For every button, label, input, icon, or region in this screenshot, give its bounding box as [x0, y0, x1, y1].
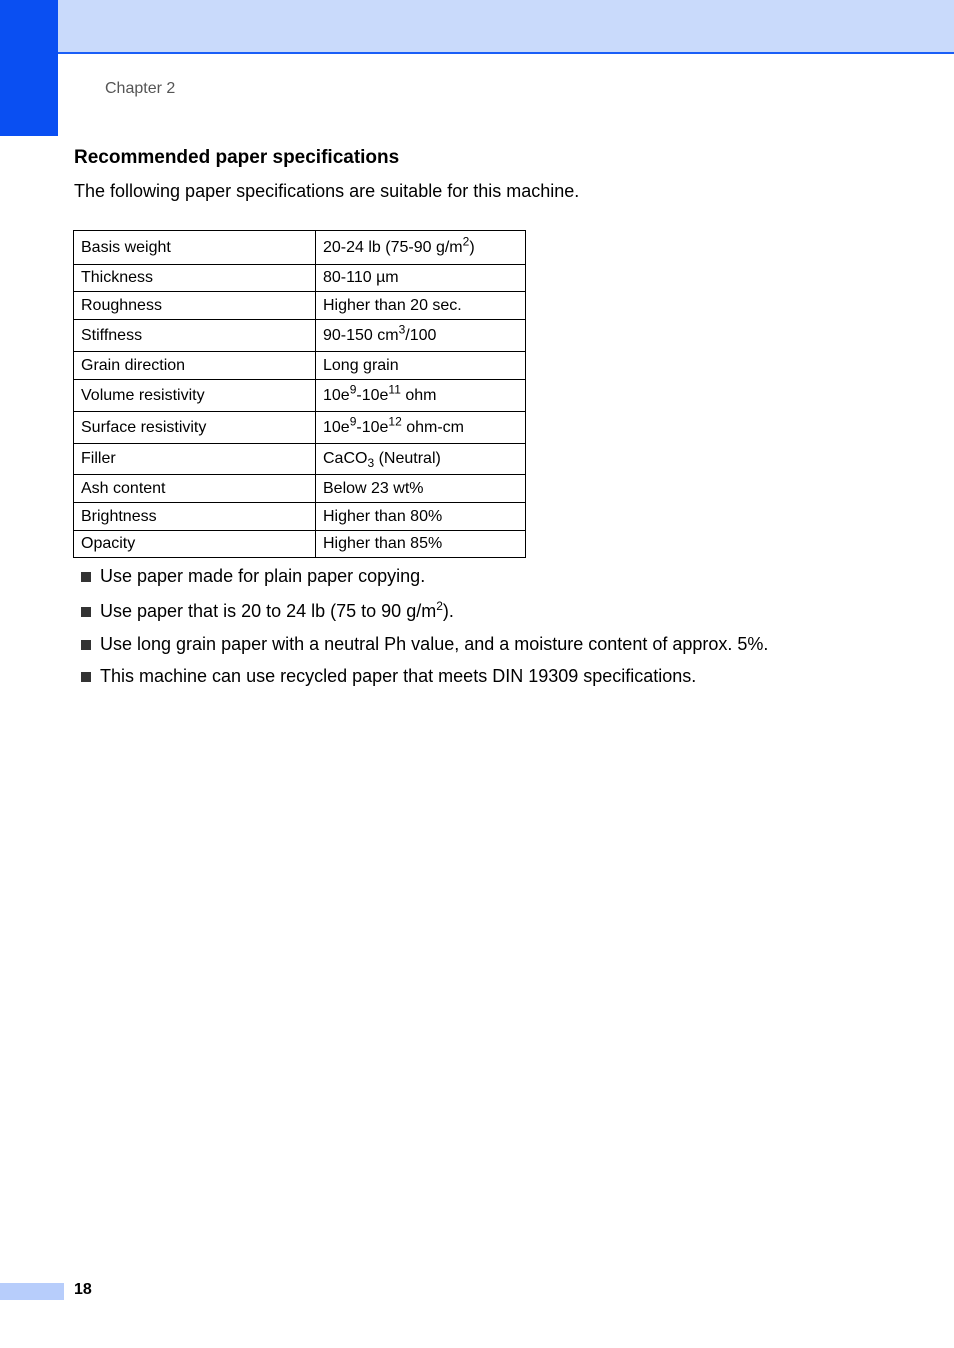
spec-property: Grain direction	[74, 352, 316, 380]
spec-property: Volume resistivity	[74, 380, 316, 412]
spec-property: Stiffness	[74, 320, 316, 352]
list-item: This machine can use recycled paper that meets DIN 19309 specifications.	[81, 666, 768, 696]
square-bullet-icon	[81, 572, 91, 582]
list-item: Use paper that is 20 to 24 lb (75 to 90 $g/m^2$).	[81, 601, 768, 634]
square-bullet-icon	[81, 607, 91, 617]
spec-value: $10e^9-10e^{11}$ ohm	[316, 380, 526, 412]
header-band	[58, 0, 954, 54]
table-row	[74, 352, 526, 380]
spec-value: Below 23 wt%	[316, 475, 526, 503]
table-row	[74, 320, 526, 352]
spec-property: Opacity	[74, 531, 316, 558]
footer-band	[0, 1283, 64, 1300]
table-row	[74, 380, 526, 412]
chapter-tab	[0, 0, 58, 136]
spec-property: Roughness	[74, 292, 316, 320]
spec-value: Long grain	[316, 352, 526, 380]
spec-value: Higher than 85%	[316, 531, 526, 558]
paper-spec-table	[73, 230, 526, 558]
spec-value: Higher than 80%	[316, 503, 526, 531]
list-item: Use long grain paper with a neutral Ph value, and a moisture content of approx. 5%.	[81, 634, 768, 666]
spec-value: 20-24 lb (75-90 $g/m^2$)	[316, 231, 526, 265]
spec-property: Basis weight	[74, 231, 316, 265]
table-row	[74, 503, 526, 531]
table-row	[74, 265, 526, 292]
recommendations-list	[81, 566, 768, 696]
spec-value: CaCO$_3$ (Neutral)	[316, 444, 526, 475]
page-number: 18	[74, 1281, 92, 1298]
section-title: Recommended paper specifications	[74, 147, 400, 168]
square-bullet-icon	[81, 672, 91, 682]
table-row	[74, 412, 526, 444]
spec-value: 80-110 µm	[316, 265, 526, 292]
table-row	[74, 292, 526, 320]
section-intro: The following paper specifications are suitable for this machine.	[74, 181, 580, 201]
list-item: Use paper made for plain paper copying.	[81, 566, 768, 601]
spec-property: Filler	[74, 444, 316, 475]
spec-property: Surface resistivity	[74, 412, 316, 444]
table-row	[74, 444, 526, 475]
table-row	[74, 531, 526, 558]
spec-value: Higher than 20 sec.	[316, 292, 526, 320]
spec-property: Brightness	[74, 503, 316, 531]
square-bullet-icon	[81, 640, 91, 650]
spec-property: Ash content	[74, 475, 316, 503]
table-row	[74, 231, 526, 265]
chapter-label: Chapter 2	[105, 80, 176, 97]
spec-property: Thickness	[74, 265, 316, 292]
spec-value: $10e^9-10e^{12}$ ohm-cm	[316, 412, 526, 444]
table-row	[74, 475, 526, 503]
spec-value: 90-150 $cm^3/100$	[316, 320, 526, 352]
